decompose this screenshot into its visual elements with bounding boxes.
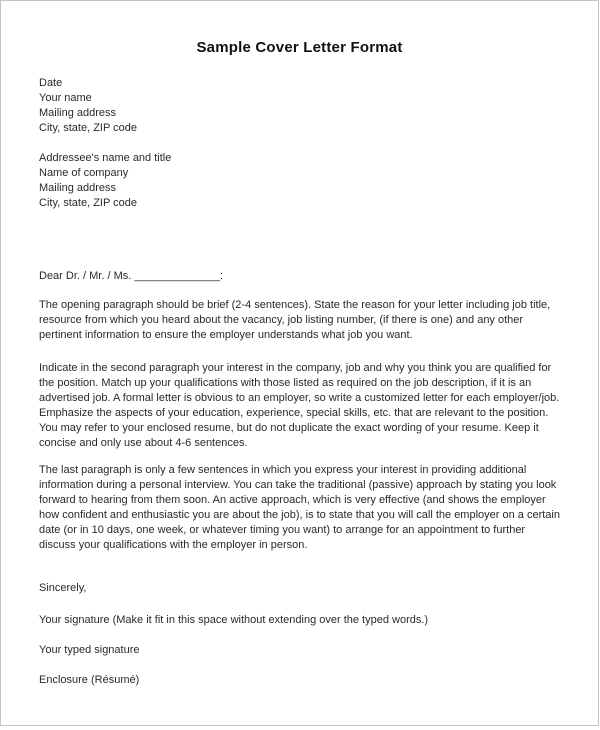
- signature-note-line: Your signature (Make it fit in this space without extending over the typed words.): [39, 614, 429, 626]
- addressee-address-block: [39, 151, 564, 211]
- sender-address-block: [39, 76, 564, 136]
- addressee-line-mailing-address: Mailing address: [39, 182, 117, 194]
- sender-line-name: Your name: [39, 92, 92, 104]
- addressee-line-name-title: Addressee's name and title: [39, 152, 172, 164]
- sender-line-date: Date: [39, 77, 63, 89]
- letter-body: [1, 76, 598, 688]
- second-paragraph: Indicate in the second paragraph your interest in the company, job and why you think you are qualified for the position. Match up your qualifications with those listed as required on the job description, if it is an advertised job. A formal letter is obvious to an employer, so write a customized letter for each employer/job. Emphasize the aspects of your education, experience, special skills, etc. that are relevant to the position. You may refer to your enclosed resume, but do not duplicate the exact wording of your resume. Keep it concise and only use about 4-6 sentences.: [39, 362, 560, 449]
- addressee-line-company: Name of company: [39, 167, 129, 179]
- salutation-line: Dear Dr. / Mr. / Ms. ______________:: [39, 270, 224, 282]
- addressee-line-city-state-zip: City, state, ZIP code: [39, 197, 138, 209]
- page-title: Sample Cover Letter Format: [196, 39, 403, 56]
- closing-salutation: Sincerely,: [39, 582, 87, 594]
- last-paragraph: The last paragraph is only a few sentences in which you express your interest in providing additional information during a personal interview. You can take the traditional (passive) approach by stating you look forward to hearing from them soon. An active approach, which is very effective (and shows the employer how confident and enthusiastic you are about the job), is to state that you will call the employer on a certain date (or in 10 days, one week, or whatever timing you want) to arrange for an appointment to further discuss your qualifications with the employer in person.: [39, 464, 560, 551]
- enclosure-line: Enclosure (Résumé): [39, 674, 140, 686]
- sender-line-city-state-zip: City, state, ZIP code: [39, 122, 138, 134]
- typed-signature-line: Your typed signature: [39, 644, 140, 656]
- sender-line-mailing-address: Mailing address: [39, 107, 117, 119]
- opening-paragraph: The opening paragraph should be brief (2-4 sentences). State the reason for your letter including job title, resource from which you heard about the vacancy, job listing number, (if there is one) and any other pertinent information to ensure the employer understands what job you want.: [39, 299, 551, 341]
